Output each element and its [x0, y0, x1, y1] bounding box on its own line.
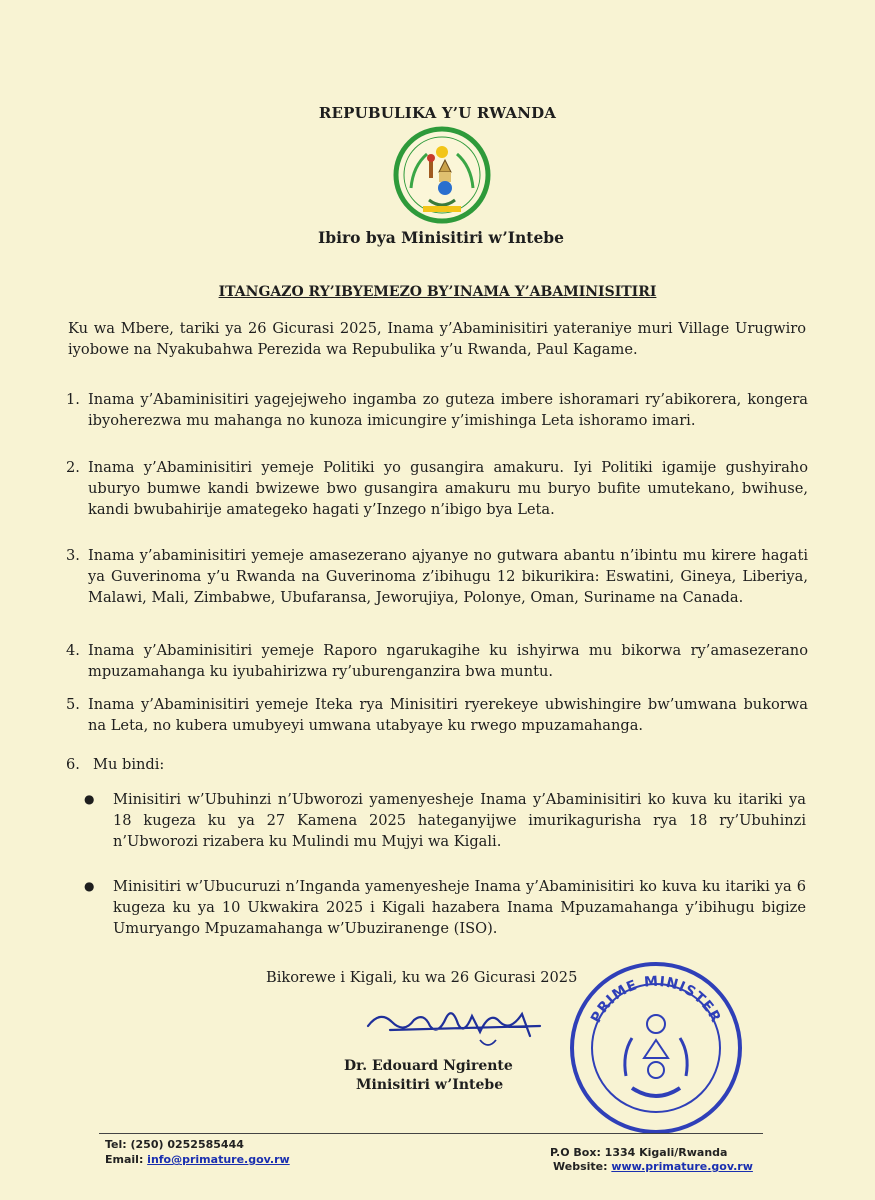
stamp-text: PRIME MINISTER [588, 973, 724, 1026]
item-text: Inama y’Abaminisitiri yemeje Iteka rya Minisitiri ryerekeye ubwishingire bw’umwana bukorwa na Leta, no kubera umubyeyi umwana utabyaye ku rwego mpuzamahanga. [88, 696, 808, 734]
office-heading: Ibiro bya Minisitiri w’Intebe [317, 228, 565, 247]
bullet-icon: ● [84, 879, 95, 893]
resolution-item-4 [66, 640, 808, 682]
email-link[interactable]: info@primature.gov.rw [147, 1153, 290, 1166]
resolution-item-3 [66, 545, 808, 608]
svg-text:PRIME MINISTER [588, 974, 724, 1026]
item-text: Inama y’Abaminisitiri yemeje Politiki yo gusangira amakuru. Iyi Politiki igamije gushyiraho uburyo bumwe kandi bwizewe bwo gusangira amakuru mu buryo bufite umutekano, bwihuse, kandi bwubahirije amategeko hagati y’Inzego n’ibigo bya Leta. [88, 459, 808, 518]
footer-website [553, 1160, 753, 1173]
footer-email-label: Email: [105, 1153, 148, 1166]
item-number: 5. [66, 696, 80, 713]
item-number: 1. [66, 391, 80, 408]
other-announcement-1 [84, 789, 806, 852]
prime-minister-stamp-icon [566, 958, 746, 1138]
website-link[interactable]: www.primature.gov.rw [611, 1160, 753, 1173]
footer-pobox: P.O Box: 1334 Kigali/Rwanda [550, 1146, 728, 1159]
footer-website-label: Website: [553, 1160, 612, 1173]
item-number: 3. [66, 547, 80, 564]
item-number: 4. [66, 642, 80, 659]
place-and-date: Bikorewe i Kigali, ku wa 26 Gicurasi 2025 [266, 969, 578, 986]
footer-divider [99, 1133, 763, 1134]
document-title: ITANGAZO RY’IBYEMEZO BY’INAMA Y’ABAMINISITIRI [218, 284, 657, 300]
item-number: 2. [66, 459, 80, 476]
other-announcement-2 [84, 876, 806, 939]
item-number: 6. [66, 756, 80, 773]
item-text: Mu bindi: [93, 756, 165, 773]
resolution-item-5 [66, 694, 808, 736]
national-emblem-icon [393, 126, 491, 224]
resolution-item-2 [66, 457, 808, 520]
footer-phone: Tel: (250) 0252585444 [105, 1138, 244, 1151]
item-text: Inama y’abaminisitiri yemeje amasezerano ajyanye no gutwara abantu n’ibintu mu kirere hagati ya Guverinoma y’u Rwanda na Guverinoma z’ibihugu 12 bikurikira: Eswatini, Gineya, Liberiya, Malawi, Mali, Zimbabwe, Ubufaransa, Jeworujiya, Polonye, Oman, Suriname na Canada. [88, 547, 808, 606]
item-text: Inama y’Abaminisitiri yagejejweho ingamba zo guteza imbere ishoramari ry’abikorera, kongera ibyoherezwa mu mahanga no kunoza imicungire y’imishinga Leta ishoramo imari. [88, 391, 808, 429]
republic-heading: REPUBULIKA Y’U RWANDA [318, 104, 557, 122]
handwritten-signature-icon [360, 996, 560, 1056]
intro-paragraph: Ku wa Mbere, tariki ya 26 Gicurasi 2025, Inama y’Abaminisitiri yateraniye muri Village Urugwiro iyobowe na Nyakubahwa Perezida wa Repubulika y’u Rwanda, Paul Kagame. [68, 320, 806, 358]
bullet-text: Minisitiri w’Ubucuruzi n’Inganda yamenyesheje Inama y’Abaminisitiri ko kuva ku itariki ya 6 kugeza ku ya 10 Ukwakira 2025 i Kigali hazabera Inama Mpuzamahanga y’ibihugu bigize Umuryango Mpuzamahanga w’Ubuziranenge (ISO). [113, 878, 806, 937]
bullet-icon: ● [84, 792, 95, 806]
bullet-text: Minisitiri w’Ubuhinzi n’Ubworozi yamenyesheje Inama y’Abaminisitiri ko kuva ku itariki ya 18 kugeza ku ya 27 Kamena 2025 hateganyijwe imurikagurisha rya 18 ry’Ubuhinzi n’Ubworozi rizabera ku Mulindi mu Mujyi wa Kigali. [113, 791, 806, 850]
resolution-item-1 [66, 389, 808, 431]
item-text: Inama y’Abaminisitiri yemeje Raporo ngarukagihe ku ishyirwa mu bikorwa ry’amasezerano mpuzamahanga ku iyubahirizwa ry’uburenganzira bwa muntu. [88, 642, 808, 680]
signatory-title: Minisitiri w’Intebe [356, 1077, 504, 1093]
footer-email [105, 1153, 290, 1166]
signatory-name: Dr. Edouard Ngirente [344, 1058, 513, 1074]
